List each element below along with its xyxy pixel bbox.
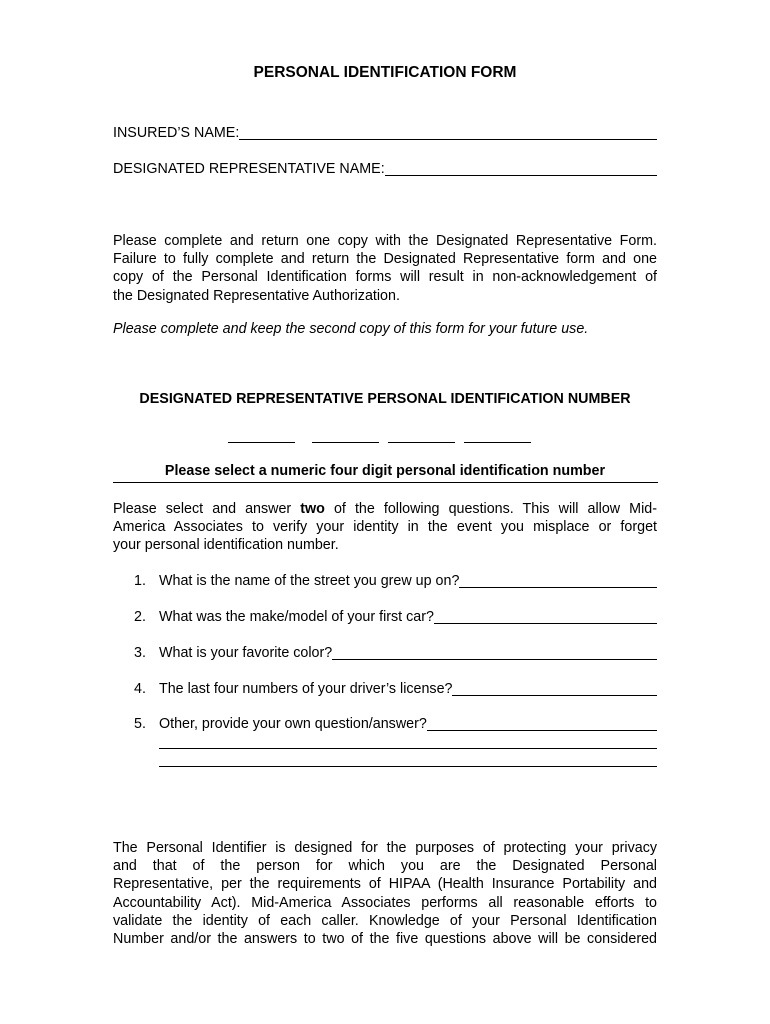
question-number: 5. <box>134 716 146 732</box>
privacy-line: and that of the person for which you are the Designated Personal <box>113 858 657 875</box>
question-text: What is your favorite color? <box>159 645 333 661</box>
rep-name-blank[interactable] <box>385 161 657 176</box>
instructions-line: the Designated Representative Authorization. <box>113 287 400 304</box>
answer-blank[interactable] <box>459 573 657 588</box>
question-number: 2. <box>134 609 146 625</box>
rep-name-label: DESIGNATED REPRESENTATIVE NAME: <box>113 161 385 177</box>
questions-intro <box>113 500 657 555</box>
insured-name-label: INSURED’S NAME: <box>113 125 240 141</box>
rep-name-field <box>113 160 657 178</box>
privacy-paragraph <box>113 839 657 948</box>
pin-instruction: Please select a numeric four digit personal identification number <box>164 463 606 479</box>
question-number: 1. <box>134 573 146 589</box>
question-text: What is the name of the street you grew up on? <box>159 573 460 589</box>
pin-digit-3-blank[interactable] <box>388 442 455 443</box>
pin-digit-4-blank[interactable] <box>464 442 531 443</box>
privacy-line: Number and/or the answers to two of the five questions above will be considered <box>113 931 657 948</box>
custom-answer-blank[interactable] <box>159 766 657 767</box>
instructions-line: Please complete and return one copy with the Designated Representative Form. <box>113 233 657 249</box>
questions-intro-line-1 <box>113 500 657 518</box>
keep-copy-note: Please complete and keep the second copy of this form for your future use. <box>113 321 589 337</box>
instructions-line: copy of the Personal Identification forms will result in non-acknowledgement of <box>113 269 657 286</box>
question-item <box>134 572 657 590</box>
privacy-line: The Personal Identifier is designed for the purposes of protecting your privacy <box>113 840 657 856</box>
answer-blank[interactable] <box>427 716 657 731</box>
questions-intro-text: of the following questions. This will allow Mid- <box>324 501 657 517</box>
question-item <box>134 715 657 733</box>
instructions-line: Failure to fully complete and return the Designated Representative form and one <box>113 251 657 268</box>
answer-blank[interactable] <box>452 681 657 696</box>
answer-blank[interactable] <box>434 609 657 624</box>
custom-answer-blank[interactable] <box>159 748 657 749</box>
form-title: PERSONAL IDENTIFICATION FORM <box>253 64 517 81</box>
answer-blank[interactable] <box>332 645 657 660</box>
privacy-line: Accountability Act). Mid-America Associates performs all reasonable efforts to <box>113 894 657 911</box>
question-item <box>134 680 657 698</box>
insured-name-field <box>113 124 657 142</box>
question-number: 4. <box>134 681 146 697</box>
questions-intro-line-2: America Associates to verify your identity in the event you misplace or forget <box>113 519 657 536</box>
question-item <box>134 608 657 626</box>
question-text: Other, provide your own question/answer? <box>159 716 427 732</box>
insured-name-blank[interactable] <box>239 125 657 140</box>
questions-intro-bold: two <box>300 501 325 517</box>
section-divider <box>113 482 658 483</box>
pin-digit-1-blank[interactable] <box>228 442 295 443</box>
pin-digit-2-blank[interactable] <box>312 442 379 443</box>
privacy-line: Representative, per the requirements of HIPAA (Health Insurance Portability and <box>113 876 657 893</box>
questions-intro-line-3: your personal identification number. <box>113 537 339 554</box>
question-item <box>134 644 657 662</box>
instructions-paragraph <box>113 232 657 305</box>
pin-section-heading: DESIGNATED REPRESENTATIVE PERSONAL IDENTIFICATION NUMBER <box>139 391 631 407</box>
privacy-line: validate the identity of each caller. Knowledge of your Personal Identification <box>113 912 657 929</box>
question-text: What was the make/model of your first car? <box>159 609 434 625</box>
questions-intro-text: Please select and answer <box>113 501 301 517</box>
question-text: The last four numbers of your driver’s license? <box>159 681 453 697</box>
pin-entry-blanks <box>228 432 532 444</box>
question-number: 3. <box>134 645 146 661</box>
